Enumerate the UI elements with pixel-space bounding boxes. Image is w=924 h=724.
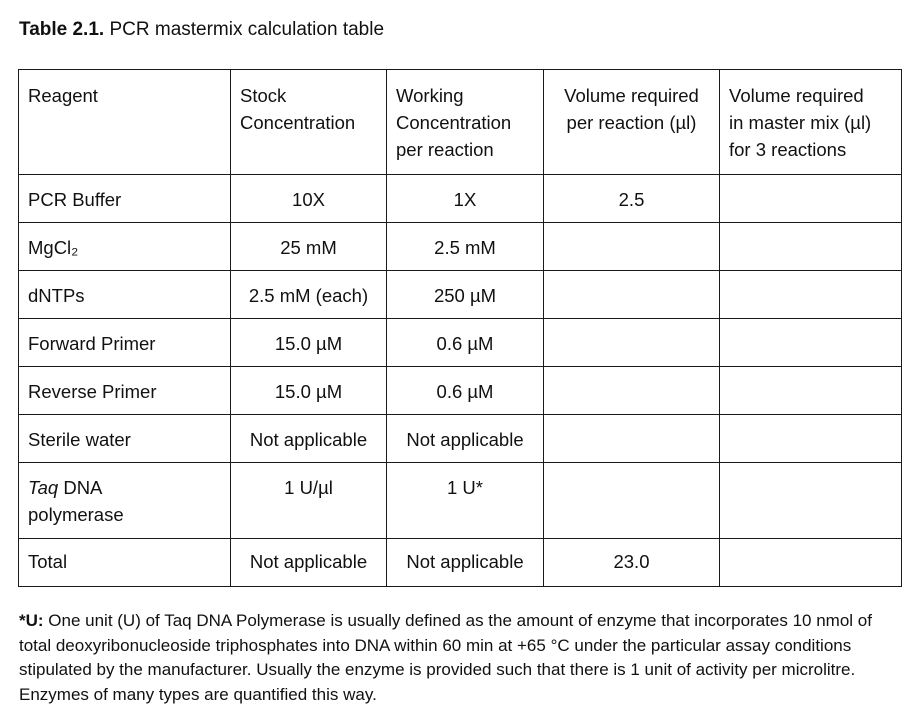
working-cell: 0.6 µM [387, 367, 544, 415]
volume-per-reaction-cell [544, 415, 720, 463]
volume-master-mix-cell [720, 175, 902, 223]
table-row [19, 271, 902, 319]
volume-per-reaction-cell: 2.5 [544, 175, 720, 223]
volume-per-reaction-cell [544, 367, 720, 415]
header-volume-master-mix: Volume required in master mix (µl) for 3 reactions [720, 70, 902, 175]
reagent-cell: Forward Primer [19, 319, 231, 367]
table-row [19, 463, 902, 539]
stock-cell: 2.5 mM (each) [231, 271, 387, 319]
footnote [19, 609, 899, 707]
working-cell: 1 U* [387, 463, 544, 539]
stock-cell: Not applicable [231, 415, 387, 463]
volume-per-reaction-cell [544, 319, 720, 367]
reagent-cell: Sterile water [19, 415, 231, 463]
table-row [19, 415, 902, 463]
stock-cell: 10X [231, 175, 387, 223]
header-working-concentration: Working Concentration per reaction [387, 70, 544, 175]
reagent-cell: Reverse Primer [19, 367, 231, 415]
header-stock-concentration: Stock Concentration [231, 70, 387, 175]
reagent-cell: Total [19, 539, 231, 587]
footnote-text: One unit (U) of Taq DNA Polymerase is usually defined as the amount of enzyme that incorporates 10 nmol of total deoxyribonucleoside triphosphates into DNA within 60 min at +65 °C under the particular assay conditions stipulated by the manufacturer. Usually the enzyme is provided such that there is 1 unit of activity per microlitre. Enzymes of many types are quantified this way. [19, 611, 872, 704]
volume-master-mix-cell [720, 463, 902, 539]
table-row [19, 367, 902, 415]
stock-cell: 15.0 µM [231, 319, 387, 367]
volume-per-reaction-cell [544, 271, 720, 319]
volume-master-mix-cell [720, 319, 902, 367]
header-reagent: Reagent [19, 70, 231, 175]
reagent-text-part: DNA polymerase [28, 477, 124, 525]
reagent-cell: dNTPs [19, 271, 231, 319]
reagent-cell: PCR Buffer [19, 175, 231, 223]
reagent-cell: MgCl₂ [19, 223, 231, 271]
caption-label: Table 2.1. [19, 19, 105, 40]
volume-master-mix-cell [720, 415, 902, 463]
volume-master-mix-cell [720, 223, 902, 271]
table-row [19, 223, 902, 271]
volume-per-reaction-cell [544, 223, 720, 271]
reagent-cell [19, 463, 231, 539]
caption-title: PCR mastermix calculation table [109, 19, 385, 40]
table-row [19, 175, 902, 223]
table-caption [19, 18, 384, 42]
working-cell: Not applicable [387, 539, 544, 587]
stock-cell: 25 mM [231, 223, 387, 271]
header-volume-per-reaction: Volume required per reaction (µl) [544, 70, 720, 175]
volume-per-reaction-cell [544, 463, 720, 539]
footnote-mark: *U: [19, 611, 44, 630]
table-row-total [19, 539, 902, 587]
stock-cell: 15.0 µM [231, 367, 387, 415]
reagent-italic-part: Taq [28, 477, 59, 498]
volume-master-mix-cell [720, 271, 902, 319]
volume-per-reaction-cell: 23.0 [544, 539, 720, 587]
working-cell: 0.6 µM [387, 319, 544, 367]
stock-cell: Not applicable [231, 539, 387, 587]
volume-master-mix-cell [720, 539, 902, 587]
table-header-row [19, 70, 902, 175]
stock-cell: 1 U/µl [231, 463, 387, 539]
pcr-mastermix-table [18, 69, 902, 587]
working-cell: 250 µM [387, 271, 544, 319]
volume-master-mix-cell [720, 367, 902, 415]
working-cell: 2.5 mM [387, 223, 544, 271]
table-row [19, 319, 902, 367]
working-cell: 1X [387, 175, 544, 223]
working-cell: Not applicable [387, 415, 544, 463]
